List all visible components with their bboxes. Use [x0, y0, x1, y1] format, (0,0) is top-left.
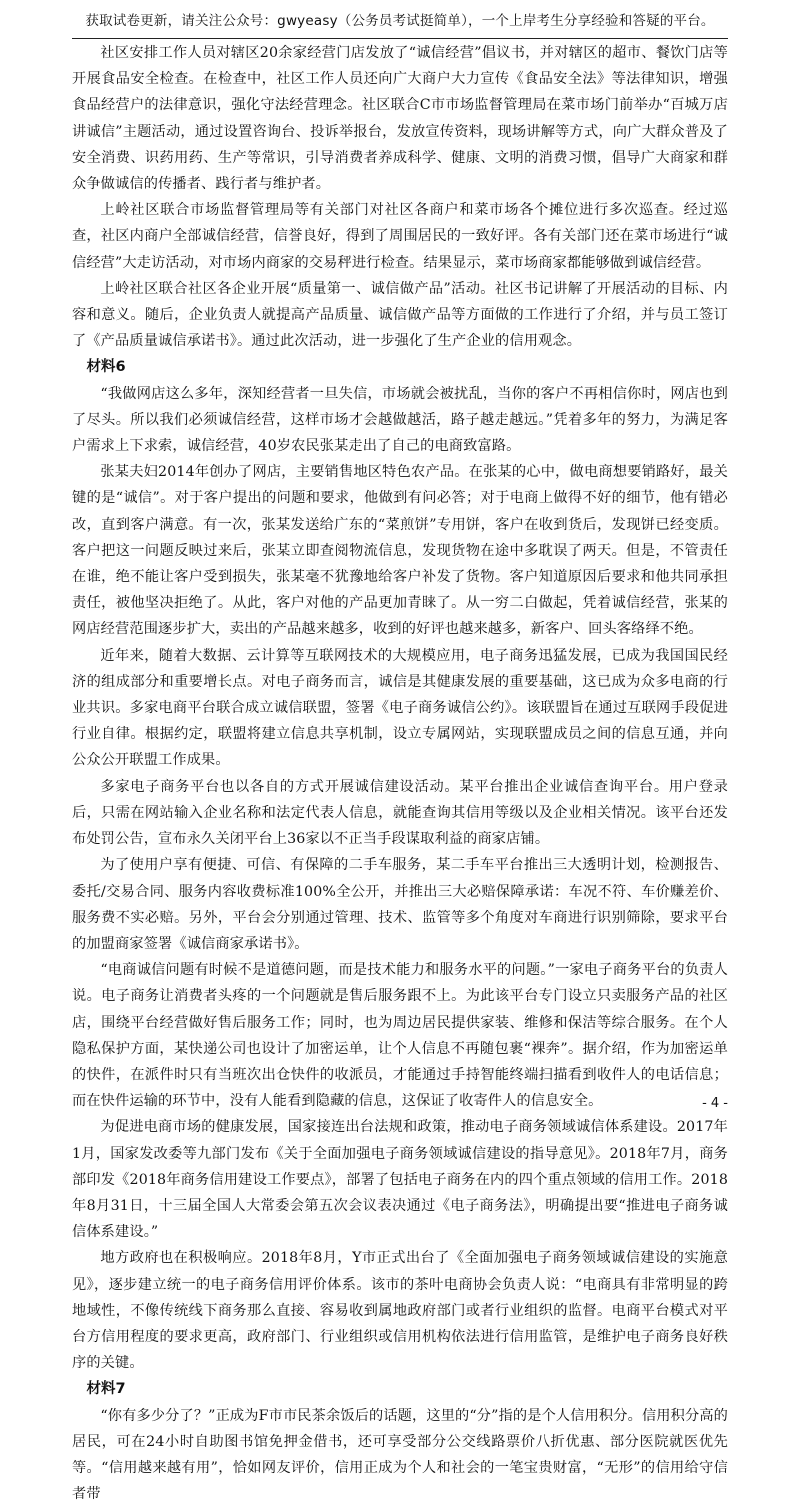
paragraph: “我做网店这么多年，深知经营者一旦失信，市场就会被扰乱，当你的客户不再相信你时，网店也到了尽头。所以我们必须诚信经营，这样市场才会越做越活，路子越走越远。”凭着多年的努力，为满足客户需求上下求索，诚信经营，40岁农民张某走出了自己的电商致富路。 — [72, 385, 728, 455]
paragraph: 多家电子商务平台也以各自的方式开展诚信建设活动。某平台推出企业诚信查询平台。用户登录后，只需在网站输入企业名称和法定代表人信息，就能查询其信用等级以及企业相关情况。该平台还发布处罚公告，宣布永久关闭平台上36家以不正当手段谋取利益的商家店铺。 — [72, 778, 728, 848]
section-heading: 材料6 — [86, 359, 126, 376]
paragraph: 张某夫妇2014年创办了网店，主要销售地区特色农产品。在张某的心中，做电商想要销路好，最关键的是“诚信”。对于客户提出的问题和要求，他做到有问必答；对于电商上做得不好的细节，他有错必改，直到客户满意。有一次，张某发送给广东的“菜煎饼”专用饼，客户在收到货后，发现饼已经变质。客户把这一问题反映过来后，张某立即查阅物流信息，发现货物在途中多耽误了两天。但是，不管责任在谁，绝不能让客户受到损失，张某毫不犹豫地给客户补发了货物。客户知道原因后要求和他共同承担责任，被他坚决拒绝了。从此，客户对他的产品更加青睐了。从一穷二白做起，凭着诚信经营，张某的网店经营范围逐步扩大，卖出的产品越来越多，收到的好评也越来越多，新客户、回头客络绎不绝。 — [72, 464, 728, 638]
document-body — [72, 40, 728, 1507]
page-header — [72, 8, 728, 39]
header-text: 获取试卷更新，请关注公众号：gwyeasy（公务员考试挺简单），一个上岸考生分享经验和答疑的平台。 — [85, 13, 715, 29]
paragraph: 社区安排工作人员对辖区20余家经营门店发放了“诚信经营”倡议书，并对辖区的超市、餐饮门店等开展食品安全检查。在检查中，社区工作人员还向广大商户大力宣传《食品安全法》等法律知识，增强食品经营户的法律意识，强化守法经营理念。社区联合C市市场监督管理局在菜市场门前举办“百城万店讲诚信”主题活动，通过设置咨询台、投诉举报台，发放宣传资料，现场讲解等方式，向广大群众普及了安全消费、识药用药、生产等常识，引导消费者养成科学、健康、文明的消费习惯，倡导广大商家和群众争做诚信的传播者、践行者与维护者。 — [72, 45, 728, 193]
section-heading: 材料7 — [86, 1381, 126, 1398]
paragraph: “你有多少分了？”正成为F市市民茶余饭后的话题，这里的“分”指的是个人信用积分。信用积分高的居民，可在24小时自助图书馆免押金借书，还可享受部分公交线路票价八折优惠、部分医院就医优先等。“信用越来越有用”，恰如网友评价，信用正成为个人和社会的一笔宝贵财富，“无形”的信用给守信者带 — [72, 1407, 728, 1503]
paragraph: 为了使用户享有便捷、可信、有保障的二手车服务，某二手车平台推出三大透明计划，检测报告、委托/交易合同、服务内容收费标准100%全公开，并推出三大必赔保障承诺：车况不符、车价赚差价、服务费不实必赔。另外，平台会分别通过管理、技术、监管等多个角度对车商进行识别筛除，要求平台的加盟商家签署《诚信商家承诺书》。 — [72, 857, 728, 952]
paragraph: 地方政府也在积极响应。2018年8月，Y市正式出台了《全面加强电子商务领域诚信建设的实施意见》，逐步建立统一的电子商务信用评价体系。该市的茶叶电商协会负责人说：“电商具有非常明显的跨地域性，不像传统线下商务那么直接、容易收到属地政府部门或者行业组织的监督。电商平台模式对平台方信用程度的要求更高，政府部门、行业组织或信用机构依法进行信用监管，是维护电子商务良好秩序的关键。 — [72, 1250, 728, 1372]
paragraph: 上岭社区联合市场监督管理局等有关部门对社区各商户和菜市场各个摊位进行多次巡查。经过巡查，社区内商户全部诚信经营，信誉良好，得到了周围居民的一致好评。各有关部门还在菜市场进行“诚信经营”大走访活动，对市场内商家的交易秤进行检查。结果显示，菜市场商家都能够做到诚信经营。 — [72, 202, 728, 271]
paragraph: “电商诚信问题有时候不是道德问题，而是技术能力和服务水平的问题。”一家电子商务平台的负责人说。电子商务让消费者头疼的一个问题就是售后服务跟不上。为此该平台专门设立只卖服务产品的社区店，围绕平台经营做好售后服务工作；同时，也为周边居民提供家装、维修和保洁等综合服务。在个人隐私保护方面，某快递公司也设计了加密运单，让个人信息不再随包裹“裸奔”。据介绍，作为加密运单的快件，在派件时只有当班次出仓快件的收派员，才能通过手持智能终端扫描看到收件人的电话信息；而在快件运输的环节中，没有人能看到隐藏的信息，这保证了收寄件人的信息安全。 — [72, 962, 728, 1110]
paragraph: 为促进电商市场的健康发展，国家接连出台法规和政策，推动电子商务领域诚信体系建设。2017年1月，国家发改委等九部门发布《关于全面加强电子商务领域诚信建设的指导意见》。2018年7月，商务部印发《2018年商务信用建设工作要点》，部署了包括电子商务在内的四个重点领域的信用工作。2018年8月31日，十三届全国人大常委会第五次会议表决通过《电子商务法》，明确提出要“推进电子商务诚信体系建设。” — [72, 1119, 728, 1241]
paragraph: 近年来，随着大数据、云计算等互联网技术的大规模应用，电子商务迅猛发展，已成为我国国民经济的组成部分和重要增长点。对电子商务而言，诚信是其健康发展的重要基础，这已成为众多电商的行业共识。多家电商平台联合成立诚信联盟，签署《电子商务诚信公约》。该联盟旨在通过互联网手段促进行业自律。根据约定，联盟将建立信息共享机制，设立专属网站，实现联盟成员之间的信息互通，并向公众公开联盟工作成果。 — [72, 647, 728, 769]
paragraph: 上岭社区联合社区各企业开展“质量第一、诚信做产品”活动。社区书记讲解了开展活动的目标、内容和意义。随后，企业负责人就提高产品质量、诚信做产品等方面做的工作进行了介绍，并与员工签订了《产品质量诚信承诺书》。通过此次活动，进一步强化了生产企业的信用观念。 — [72, 280, 728, 350]
page-number: - 4 - — [702, 1096, 728, 1111]
